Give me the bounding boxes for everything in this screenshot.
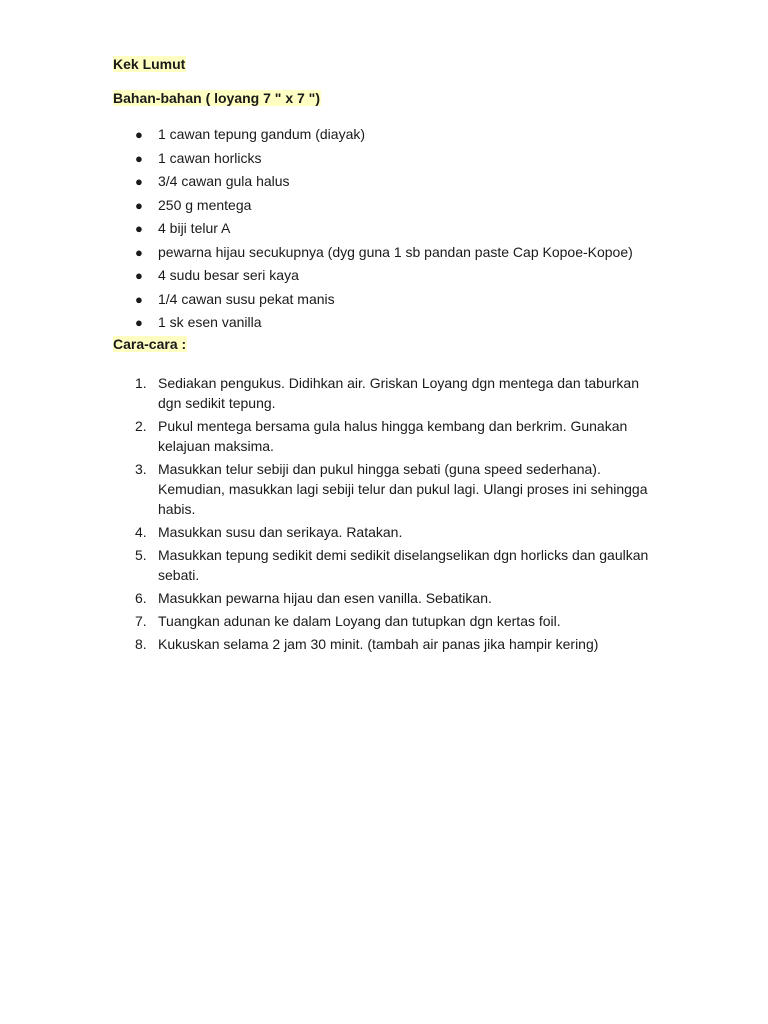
ingredient-text: 4 sudu besar seri kaya [158, 267, 299, 283]
bullet-icon: ● [135, 127, 143, 142]
list-item [135, 634, 658, 654]
step-text: Masukkan susu dan serikaya. Ratakan. [158, 524, 403, 540]
step-number: 2. [135, 418, 147, 434]
bullet-icon: ● [135, 174, 143, 189]
list-item [135, 416, 658, 456]
ingredient-text: 1 cawan horlicks [158, 149, 262, 166]
list-item [135, 611, 658, 631]
bullet-icon: ● [135, 221, 143, 236]
step-number: 7. [135, 613, 147, 629]
list-item [135, 522, 658, 542]
step-text: Masukkan telur sebiji dan pukul hingga sebati (guna speed sederhana). Kemudian, masukkan lagi sebiji telur dan pukul lagi. Ulangi proses ini sehingga habis. [158, 461, 648, 517]
list-item [135, 243, 718, 260]
bullet-icon: ● [135, 150, 143, 166]
ingredients-list [135, 126, 718, 338]
ingredients-heading [113, 89, 321, 108]
bullet-icon: ● [135, 291, 143, 307]
method-steps-list [135, 373, 658, 657]
ingredient-text: 1/4 cawan susu pekat manis [158, 290, 335, 307]
list-item [135, 267, 718, 283]
bullet-icon: ● [135, 315, 143, 330]
ingredient-text: 250 g mentega [158, 196, 252, 213]
list-item [135, 290, 718, 307]
step-number: 1. [135, 375, 147, 391]
step-text: Sediakan pengukus. Didihkan air. Griskan Loyang dgn mentega dan taburkan dgn sedikit tepung. [158, 375, 639, 411]
list-item [135, 588, 658, 608]
list-item [135, 373, 658, 413]
ingredient-text: 1 cawan tepung gandum (diayak) [158, 126, 366, 142]
recipe-title [113, 55, 186, 74]
step-number: 6. [135, 590, 147, 606]
bullet-icon: ● [135, 197, 143, 213]
list-item [135, 314, 718, 330]
step-number: 3. [135, 461, 147, 477]
list-item [135, 126, 718, 142]
list-item [135, 173, 718, 189]
ingredient-text: 3/4 cawan gula halus [158, 173, 290, 189]
ingredients-heading-text: Bahan-bahan ( loyang 7 " x 7 ") [113, 90, 320, 106]
step-text: Kukuskan selama 2 jam 30 minit. (tambah air panas jika hampir kering) [158, 636, 599, 652]
bullet-icon: ● [135, 268, 143, 283]
recipe-title-text: Kek Lumut [113, 56, 186, 72]
step-text: Masukkan pewarna hijau dan esen vanilla. Sebatikan. [158, 590, 492, 606]
step-number: 8. [135, 636, 147, 652]
step-text: Pukul mentega bersama gula halus hingga kembang dan berkrim. Gunakan kelajuan maksima. [158, 418, 628, 454]
list-item [135, 459, 658, 519]
ingredient-text: 1 sk esen vanilla [158, 314, 262, 330]
ingredient-text: pewarna hijau secukupnya (dyg guna 1 sb pandan paste Cap Kopoe-Kopoe) [158, 243, 633, 260]
list-item [135, 196, 718, 213]
step-text: Tuangkan adunan ke dalam Loyang dan tutupkan dgn kertas foil. [158, 613, 561, 629]
method-heading-text: Cara-cara : [113, 336, 187, 352]
step-number: 4. [135, 524, 147, 540]
list-item [135, 220, 718, 236]
method-heading [113, 335, 187, 354]
list-item [135, 545, 658, 585]
step-text: Masukkan tepung sedikit demi sedikit diselangselikan dgn horlicks dan gaulkan sebati. [158, 547, 649, 583]
list-item [135, 149, 718, 166]
step-number: 5. [135, 547, 147, 563]
bullet-icon: ● [135, 244, 143, 260]
ingredient-text: 4 biji telur A [158, 220, 231, 236]
